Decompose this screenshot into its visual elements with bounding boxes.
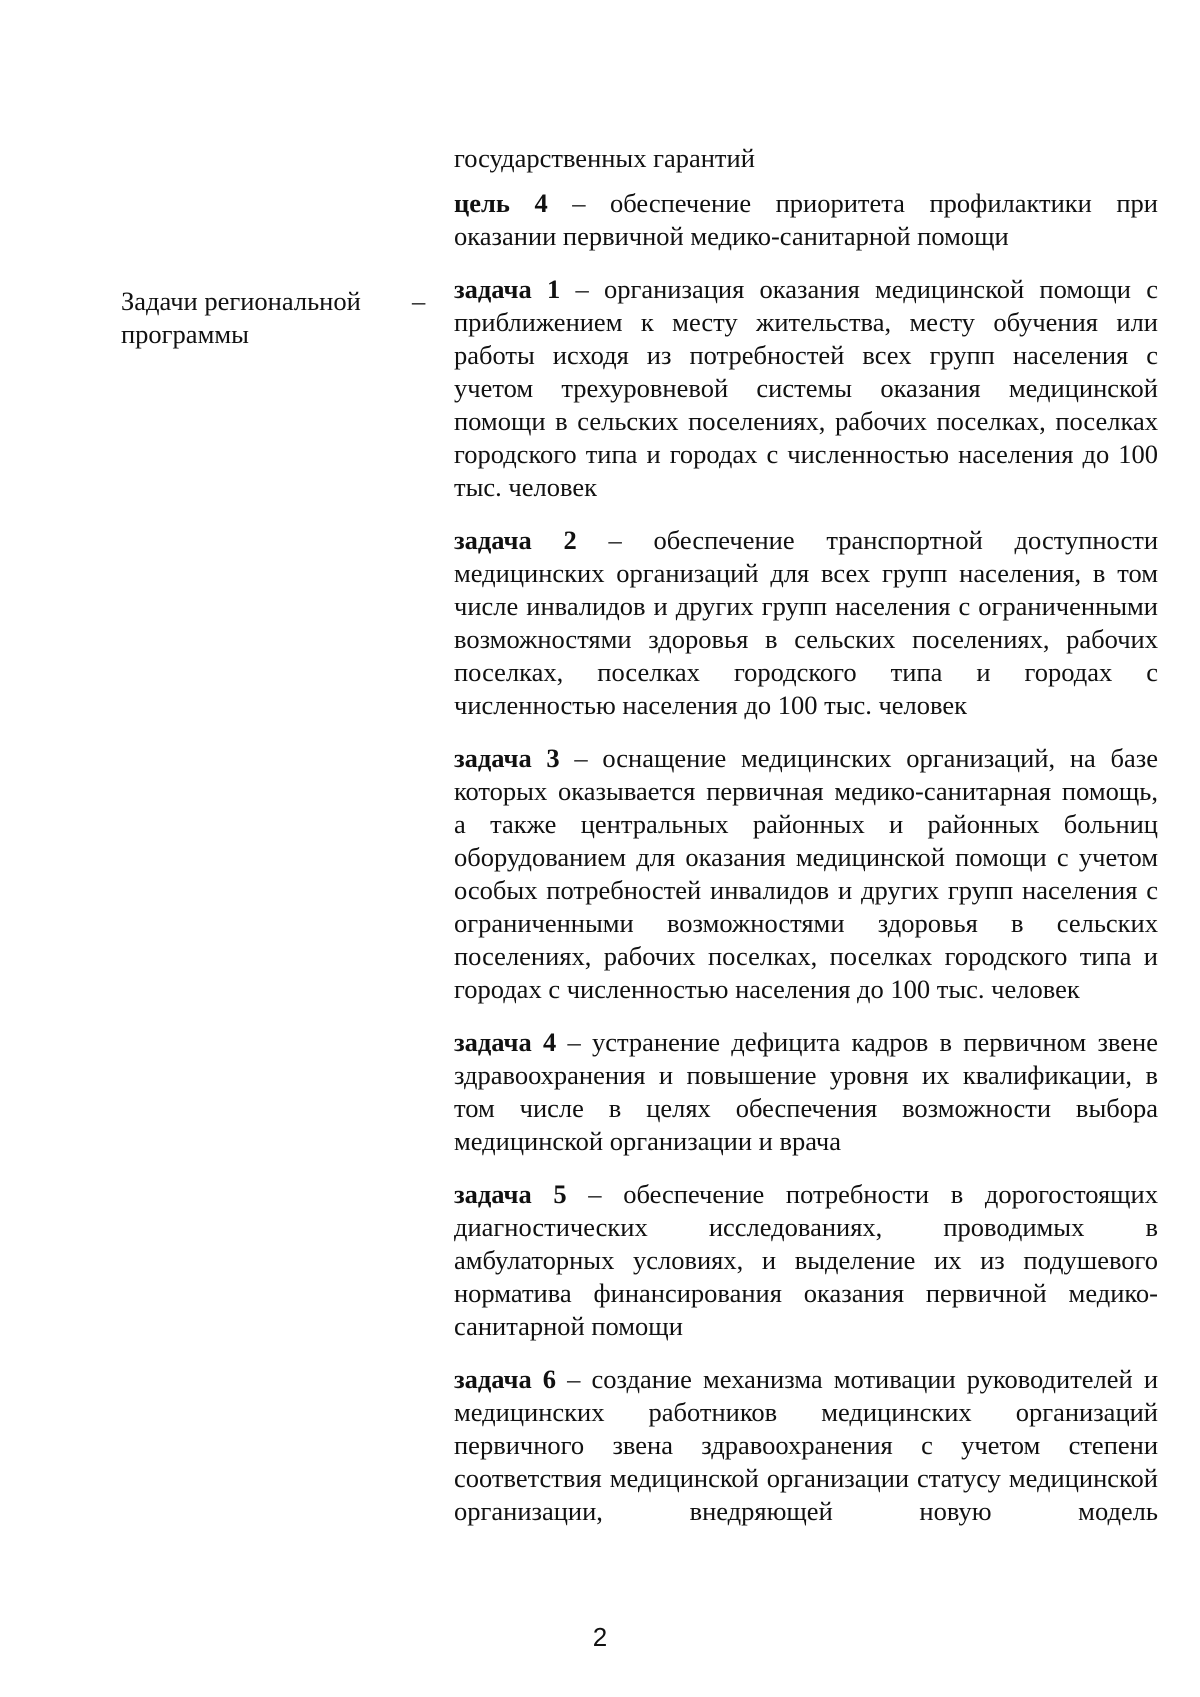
goal-4-paragraph <box>454 187 1158 253</box>
task-5-paragraph <box>454 1178 1158 1343</box>
goal-4-term: цель 4 <box>454 188 548 218</box>
page-number: 2 <box>592 1622 608 1652</box>
goal-4-text: – обеспечение приоритета профилактики при оказании первичной медико-санитарной помощи <box>454 188 1158 251</box>
task-2-text: – обеспечение транспортной доступности медицинских организаций для всех групп населения, в том числе инвалидов и других групп населения с ограниченными возможностями здоровья в сельских поселениях, рабочих поселках, поселках городского типа и городах с численностью населения до 100 тыс. человек <box>454 525 1158 720</box>
task-1-text: – организация оказания медицинской помощи с приближением к месту жительства, месту обучения или работы исходя из потребностей всех групп населения с учетом трехуровневой системы оказания медицинской помощи в сельских поселениях, рабочих поселках, поселках городского типа и городах с численностью населения до 100 тыс. человек <box>454 274 1158 502</box>
task-4-term: задача 4 <box>454 1027 557 1057</box>
continuation-line: государственных гарантий <box>454 143 755 173</box>
tasks-section-label: Задачи региональной программы <box>121 286 361 349</box>
task-5-text: – обеспечение потребности в дорогостоящих диагностических исследованиях, проводимых в амбулаторных условиях, и выделение их из подушевого норматива финансирования оказания первичной медико-санитарной помощи <box>454 1179 1158 1341</box>
task-6-text: – создание механизма мотивации руководителей и медицинских работников медицинских организаций первичного звена здравоохранения с учетом степени соответствия медицинской организации статусу медицинской организации, внедряющей новую модель <box>454 1364 1158 1526</box>
main-content-column <box>454 142 1158 1548</box>
task-2-term: задача 2 <box>454 525 577 555</box>
task-1-paragraph <box>454 273 1158 504</box>
task-4-paragraph <box>454 1026 1158 1158</box>
task-3-text: – оснащение медицинских организаций, на базе которых оказывается первичная медико-санитарная помощь, а также центральных районных и районных больниц оборудованием для оказания медицинской помощи с учетом особых потребностей инвалидов и других групп населения с ограниченными возможностями здоровья в сельских поселениях, рабочих поселках, поселках городского типа и городах с численностью населения до 100 тыс. человек <box>454 743 1158 1004</box>
task-6-term: задача 6 <box>454 1364 557 1394</box>
task-1-term: задача 1 <box>454 274 561 304</box>
task-3-paragraph <box>454 742 1158 1006</box>
task-3-term: задача 3 <box>454 743 560 773</box>
task-2-paragraph <box>454 524 1158 722</box>
task-4-text: – устранение дефицита кадров в первичном звене здравоохранения и повышение уровня их квалификации, в том числе в целях обеспечения возможности выбора медицинской организации и врача <box>454 1027 1158 1156</box>
tasks-section-dash: – <box>412 286 426 316</box>
task-6-paragraph <box>454 1363 1158 1528</box>
task-5-term: задача 5 <box>454 1179 567 1209</box>
